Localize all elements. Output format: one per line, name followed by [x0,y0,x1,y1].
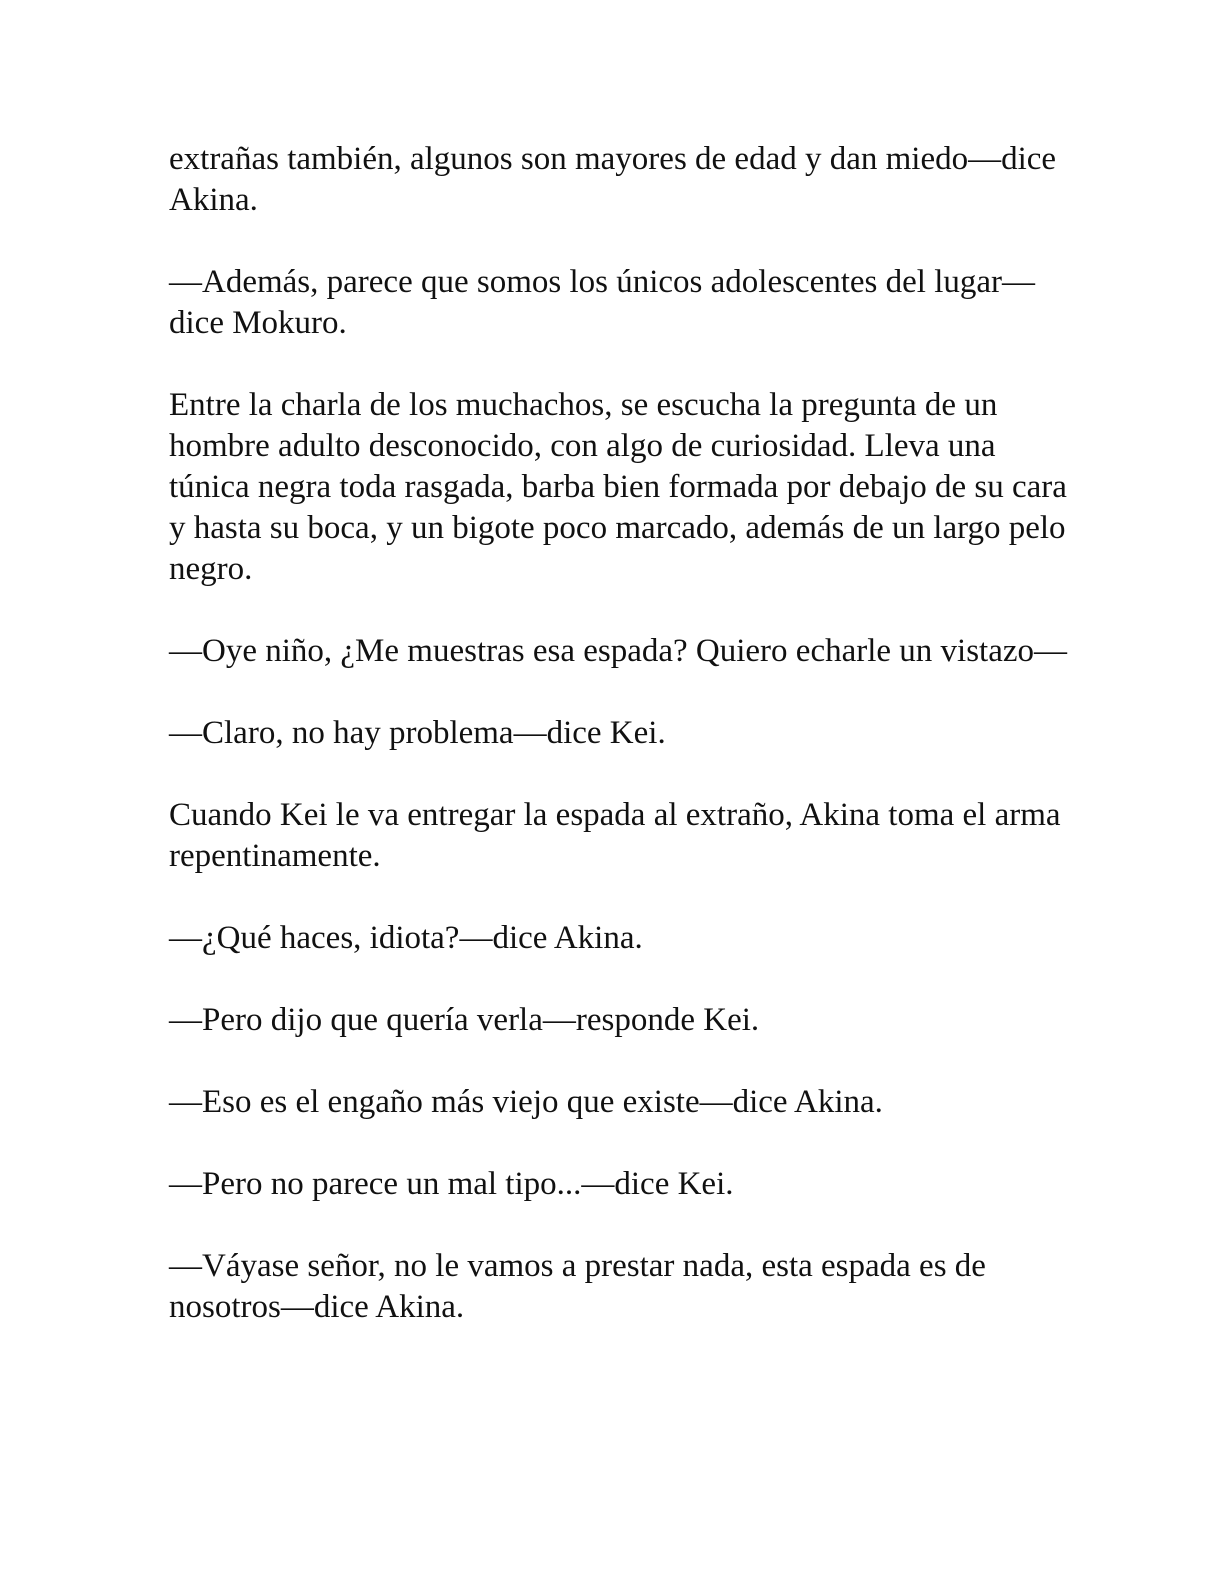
paragraph: extrañas también, algunos son mayores de edad y dan miedo—dice Akina. [169,141,1057,218]
paragraph: —Eso es el engaño más viejo que existe—dice Akina. [169,1084,883,1120]
paragraph: —Claro, no hay problema—dice Kei. [169,715,666,751]
paragraph: —Pero no parece un mal tipo...—dice Kei. [169,1166,734,1202]
paragraph: —Váyase señor, no le vamos a prestar nada, esta espada es de nosotros—dice Akina. [169,1248,986,1325]
paragraph: Cuando Kei le va entregar la espada al extraño, Akina toma el arma repentinamente. [169,797,1061,874]
paragraph: —Oye niño, ¿Me muestras esa espada? Quiero echarle un vistazo— [169,633,1068,669]
paragraph: —¿Qué haces, idiota?—dice Akina. [169,920,643,956]
paragraph: —Además, parece que somos los únicos adolescentes del lugar—dice Mokuro. [169,264,1036,341]
paragraph: Entre la charla de los muchachos, se escucha la pregunta de un hombre adulto desconocido, con algo de curiosidad. Lleva una túnica negra toda rasgada, barba bien formada por debajo de su cara y hasta su boca, y un bigote poco marcado, además de un largo pelo negro. [169,387,1067,587]
paragraph: —Pero dijo que quería verla—responde Kei. [169,1002,760,1038]
body-text [169,139,1069,1328]
